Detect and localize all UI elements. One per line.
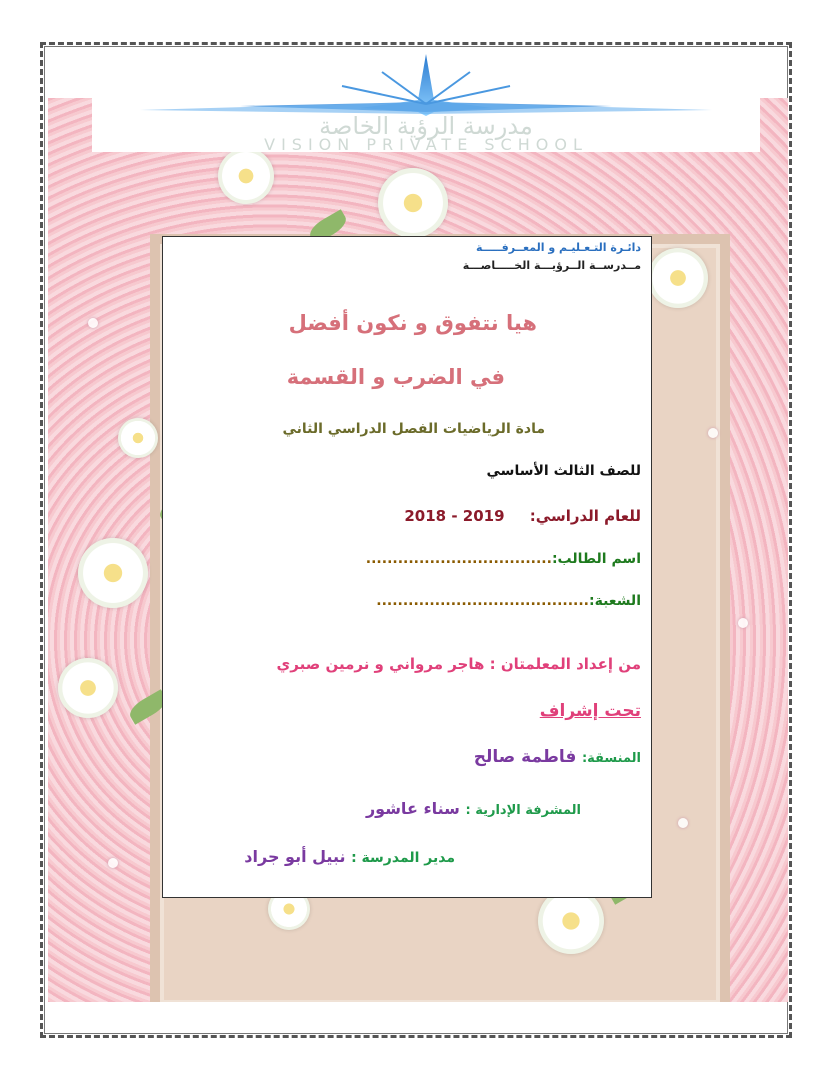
flower-decoration: [78, 538, 148, 608]
logo-english-text: VISION PRIVATE SCHOOL: [264, 135, 588, 152]
cover-sheet: [162, 236, 652, 898]
coordinator-label: المنسقة:: [581, 751, 641, 766]
admin-supervisor-label: المشرفة الإدارية :: [465, 803, 581, 818]
title-line-1: هيا نتفوق و نكون أفضل: [288, 311, 537, 335]
section-label: الشعبة:: [588, 593, 641, 609]
coordinator-line: [474, 747, 641, 767]
flower-decoration: [648, 248, 708, 308]
principal-name: نبيل أبو جراد: [244, 847, 346, 866]
principal-line: [244, 847, 455, 866]
admin-supervisor-line: [366, 799, 581, 818]
pearl-decoration: [108, 858, 118, 868]
student-name-blank: ...................................: [365, 551, 552, 567]
flower-decoration: [218, 148, 274, 204]
subject-line: مادة الرياضيات الفصل الدراسي الثاني: [282, 421, 545, 437]
student-name-line: [366, 551, 641, 567]
coordinator-name: فاطمة صالح: [473, 747, 577, 767]
section-blank: ........................................: [376, 593, 589, 609]
year-line: [404, 507, 641, 525]
flower-decoration: [58, 658, 118, 718]
pearl-decoration: [88, 318, 98, 328]
student-name-label: اسم الطالب:: [551, 551, 641, 567]
year-label: للعام الدراسي:: [529, 507, 641, 525]
admin-supervisor-name: سناء عاشور: [365, 799, 460, 818]
title-line-2: في الضرب و القسمة: [286, 365, 505, 389]
pearl-decoration: [678, 818, 688, 828]
flower-decoration: [118, 418, 158, 458]
grade-line: للصف الثالث الأساسي: [486, 463, 641, 479]
flower-decoration: [378, 168, 448, 238]
prepared-by-line: من إعداد المعلمتان : هاجر مرواني و نرمين صبري: [276, 655, 641, 673]
section-line: [376, 593, 641, 609]
school-logo: [92, 52, 760, 152]
supervision-heading: تحت إشراف: [539, 701, 641, 721]
school-name: مــدرســة الــرؤيـــة الخـــــاصـــة: [462, 259, 641, 272]
pearl-decoration: [708, 428, 718, 438]
year-value: 2018 - 2019: [404, 507, 505, 525]
pearl-decoration: [738, 618, 748, 628]
department-name: دائـرة التـعـليـم و المعــرفـــــة: [476, 241, 641, 254]
principal-label: مدير المدرسة :: [351, 850, 455, 866]
logo-arabic-text: مدرسة الرؤية الخاصة: [319, 112, 533, 140]
logo-graphic: [92, 52, 760, 152]
